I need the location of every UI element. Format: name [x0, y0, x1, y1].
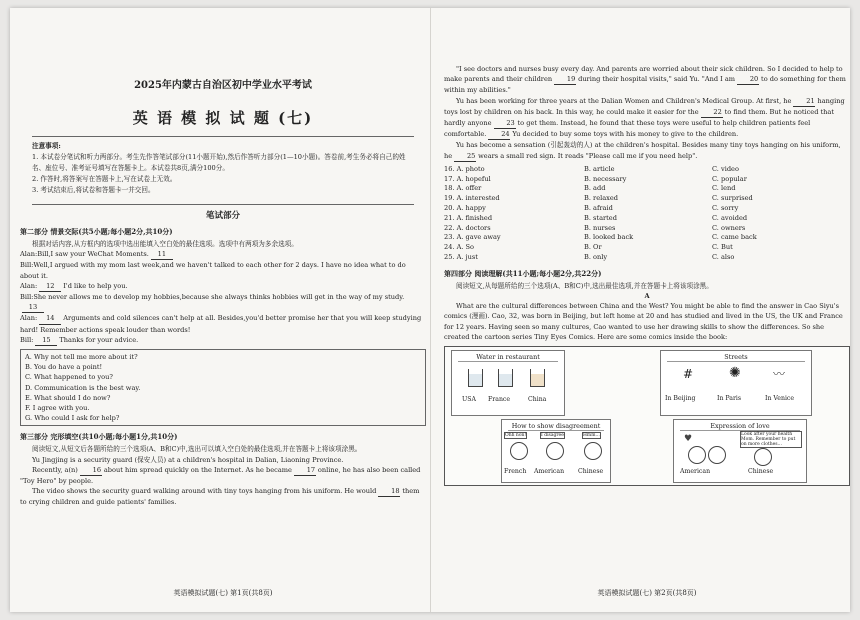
option: C. owners	[712, 223, 746, 232]
cloze-para-3	[20, 486, 426, 507]
title-rule	[32, 136, 414, 137]
option: 16. A. photo	[444, 164, 485, 173]
option: C. video	[712, 164, 739, 173]
part3-instructions: 阅读短文,从短文后各题所给的三个选项(A、B和C)中,选出可以填入空白处的最佳选项,并在答题卡上将该项涂黑。	[32, 445, 362, 454]
passage-a: What are the cultural differences between China and the West? You might be able to find the answer in Cao Siyu's comics (漫画). Cao, 32, was born in Beijing, but left home at 20 and has studied and lived in the US, the UK and France for 12 years. Having seen so many cultures, Cao wanted to use her drawing skills to show the differences. So she created the cartoon series Tiny Eyes Comics. Here are some comics inside the book:	[444, 302, 843, 341]
blank-11: 11	[151, 249, 173, 260]
cloze-text: them to crying children and guide patients' families.	[20, 487, 420, 507]
blank-21: 21	[793, 96, 815, 107]
page-1	[18, 8, 428, 612]
panel-title: How to show disagreement	[508, 422, 604, 431]
panel-love	[673, 419, 807, 483]
caption: American	[680, 468, 711, 476]
maze-street-icon: 〰	[773, 367, 786, 382]
caption: American	[534, 468, 565, 476]
caption: France	[488, 396, 511, 404]
speech-bubble: I disagree	[541, 433, 564, 439]
cloze-text: to do something for them within my abilities."	[444, 75, 846, 95]
option: C. also	[712, 253, 735, 261]
blank-20: 20	[737, 74, 759, 85]
dialogue-text: Bill:	[20, 335, 34, 344]
option: 23. A. gave away	[444, 233, 501, 242]
caption: USA	[462, 396, 476, 404]
grid-street-icon: #	[683, 367, 694, 382]
cloze-text: during their hospital visits," said Yu. "And I am	[578, 75, 736, 84]
section-title: 笔试部分	[205, 211, 240, 221]
option: C. sorry	[712, 204, 739, 213]
page-fold	[430, 8, 431, 612]
cloze-continued	[442, 64, 852, 486]
note-2: 2. 作答时,将答案写在答题卡上,写在试卷上无效。	[32, 175, 177, 183]
dialogue-text: Alan:Bill,I saw your WeChat Moments.	[20, 250, 149, 259]
dialogue-text: Bill:Well,I argued with my mom last week,and we haven't talked to each other for 2 days. I have no idea what to do about it.	[20, 261, 406, 280]
caption: In Venice	[765, 395, 795, 403]
part2-instructions: 根据对话内容,从方框内的选项中选出能填入空白处的最佳选项。选项中有两项为多余选项。	[32, 240, 298, 248]
box-option: G. Who could I ask for help?	[25, 414, 120, 423]
caption: In Paris	[717, 395, 742, 403]
option: C. surprised	[712, 194, 753, 203]
blank-16: 16	[80, 465, 102, 476]
comic-strip	[444, 346, 850, 486]
option: C. But	[712, 243, 733, 252]
dialogue-line-1	[20, 249, 426, 260]
cloze-text: about him spread quickly on the Internet. As he became	[103, 465, 292, 474]
face-icon	[708, 446, 726, 464]
option: B. only	[584, 253, 608, 261]
option: B. article	[584, 164, 615, 173]
cloze-text: online, he has also been called "Toy Hero" by people.	[20, 465, 421, 486]
dialogue-text: Alan:	[20, 281, 38, 290]
cloze-para-2	[20, 465, 426, 486]
cloze-text: "I see doctors and nurses busy every day. And parents are worried about their sick children. So I decided to help to make parents and their children	[444, 65, 843, 84]
cloze-text: to find them. But he noticed that hardly anyone	[444, 107, 834, 128]
option: B. nurses	[584, 223, 616, 232]
option: 19. A. interested	[444, 194, 500, 203]
part4-heading: 第四部分 阅读理解(共11小题;每小题2分,共22分)	[444, 268, 602, 278]
cloze-text: to get them. Instead, he found that these toys were useful to help children patients feel comfortable.	[444, 119, 811, 139]
speech-bubble: Hmm...	[583, 433, 600, 439]
option: 22. A. doctors	[444, 223, 491, 232]
blank-22: 22	[701, 107, 723, 118]
option: C. avoided	[712, 213, 748, 222]
part4-instructions: 阅读短文,从每题所给的三个选项(A、B和C)中,选出最佳选项,并在答题卡上将该项涂黑。	[456, 281, 713, 290]
cloze-para-4	[444, 64, 850, 96]
blank-17: 17	[294, 465, 316, 476]
dialogue-line-2	[20, 260, 426, 280]
caption: Chinese	[748, 468, 774, 476]
dialogue-text: Arguments and cold silences can't help at all. Besides,you'd better promise her that you will keep studying hard! Remember actions speak louder than words!	[20, 314, 422, 334]
caption: French	[504, 468, 527, 476]
face-icon	[510, 442, 528, 460]
option: B. started	[584, 213, 617, 222]
blank-25: 25	[454, 151, 476, 162]
exam-title: 2025年内蒙古自治区初中学业水平考试	[134, 80, 312, 91]
option: 24. A. So	[444, 243, 475, 252]
cloze-text: Recently, a(n)	[32, 465, 78, 474]
blank-19: 19	[554, 74, 576, 85]
page-footer-1: 英语模拟试题(七) 第1页(共8页)	[173, 589, 273, 597]
blank-15: 15	[35, 335, 57, 346]
glass-icon	[468, 369, 483, 387]
dialogue-line-5	[20, 313, 426, 334]
cloze-text: Yu has been working for three years at the Dalian Women and Children's Medical Group. At first, he	[456, 96, 792, 105]
option: B. relaxed	[584, 194, 618, 203]
dialogue-line-3	[20, 281, 426, 292]
notes	[18, 141, 428, 196]
page-2	[442, 8, 852, 612]
option: C. lend	[712, 184, 736, 193]
cloze-text: hanging toys lost by children on his back. In this way, he could make it easier for the	[444, 96, 845, 116]
option: C. popular	[712, 174, 747, 183]
blank-23: 23	[494, 118, 516, 129]
cloze-para-6	[444, 140, 850, 161]
option: B. necessary	[584, 174, 627, 183]
blank-18: 18	[378, 486, 400, 497]
cloze-text: wears a small red sign. It reads "Please call me if you need help".	[478, 151, 698, 160]
notes-rule	[32, 204, 414, 205]
passage-label: A	[644, 292, 650, 300]
notes-heading: 注意事项:	[32, 142, 61, 150]
note-1: 1. 本试卷分笔试和听力两部分。考生先作答笔试部分(11小题开始),然后作答听力部分(1—10小题)。答卷前,考生务必将自己的姓名、座位号、准考证号填写在答题卡上。本试卷共8页,满分100分。	[32, 153, 406, 172]
dialogue-text: Thanks for your advice.	[59, 335, 139, 344]
panel-title: Expression of love	[680, 422, 800, 431]
speech-bubble: Look after your health Mom. Remember to put on more clothes...	[740, 431, 802, 448]
panel-water	[451, 350, 565, 416]
option: 25. A. just	[444, 253, 478, 261]
cloze-text: The video shows the security guard walking around with tiny toys hanging from his uniform. He would	[32, 487, 377, 496]
paper-title: 英 语 模 拟 试 题 (七)	[132, 109, 314, 127]
cloze-para-5	[444, 96, 850, 141]
panel-streets	[660, 350, 812, 416]
face-icon	[754, 448, 772, 466]
option: 18. A. offer	[444, 184, 482, 193]
cloze-text: Yu decided to buy some toys with his money to give to the children.	[512, 130, 739, 139]
panel-disagreement	[501, 419, 611, 483]
box-option: A. Why not tell me more about it?	[25, 353, 138, 362]
part2	[18, 227, 428, 508]
box-option: D. Communication is the best way.	[25, 383, 141, 392]
option: B. looked back	[584, 233, 634, 242]
option: B. Or	[584, 243, 602, 252]
dialogue-line-6	[20, 335, 426, 346]
caption: China	[528, 396, 547, 404]
page-footer-2: 英语模拟试题(七) 第2页(共8页)	[597, 589, 697, 597]
blank-13: 13	[22, 302, 44, 313]
box-option: F. I agree with you.	[25, 404, 90, 413]
dialogue-text: Bill:She never allows me to develop my hobbies,because she always thinks hobbies will get in the way of my study.	[20, 293, 405, 302]
option: 20. A. happy	[444, 204, 486, 213]
note-3: 3. 考试结束后,将试卷和答题卡一并交回。	[32, 186, 155, 194]
cloze-para-1: Yu Jingjing is a security guard (保安人员) at a children's hospital in Dalian, Liaoning Province.	[32, 455, 344, 464]
option: 21. A. finished	[444, 213, 493, 222]
blank-24: 24	[488, 129, 510, 140]
blank-14: 14	[39, 313, 61, 324]
caption: In Beijing	[665, 395, 696, 403]
options-box	[20, 349, 426, 426]
part2-heading: 第二部分 情景交际(共5小题;每小题2分,共10分)	[20, 227, 173, 236]
option: 17. A. hopeful	[444, 174, 491, 183]
box-option: C. What happened to you?	[25, 373, 113, 382]
face-icon	[584, 442, 602, 460]
radial-street-icon: ✺	[729, 365, 741, 382]
face-icon	[546, 442, 564, 460]
hot-water-icon	[530, 369, 545, 387]
glass-icon	[498, 369, 513, 387]
panel-title: Streets	[667, 353, 805, 362]
heart-icon: ♥	[684, 434, 693, 445]
cloze-text: Yu has become a sensation (引起轰动的人) at the children's hospital. Besides many tiny toys hanging on his uniform, he	[444, 141, 841, 160]
speech-bubble: Ohh non!	[505, 433, 527, 439]
dialogue-line-4	[20, 292, 426, 313]
dialogue-text: Alan:	[20, 314, 38, 323]
blank-12: 12	[39, 281, 61, 292]
exam-sheet	[10, 8, 850, 612]
panel-title: Water in restaurant	[458, 353, 558, 362]
cloze-options	[444, 165, 850, 263]
option: B. afraid	[584, 204, 613, 213]
option: C. came back	[712, 233, 757, 242]
box-option: E. What should I do now?	[25, 393, 111, 402]
box-option: B. You do have a point!	[25, 363, 103, 372]
caption: Chinese	[578, 468, 604, 476]
part3-heading: 第三部分 完形填空(共10小题;每小题1分,共10分)	[20, 432, 178, 442]
option: B. add	[584, 184, 606, 193]
dialogue-text: I'd like to help you.	[63, 281, 128, 290]
face-icon	[688, 446, 706, 464]
